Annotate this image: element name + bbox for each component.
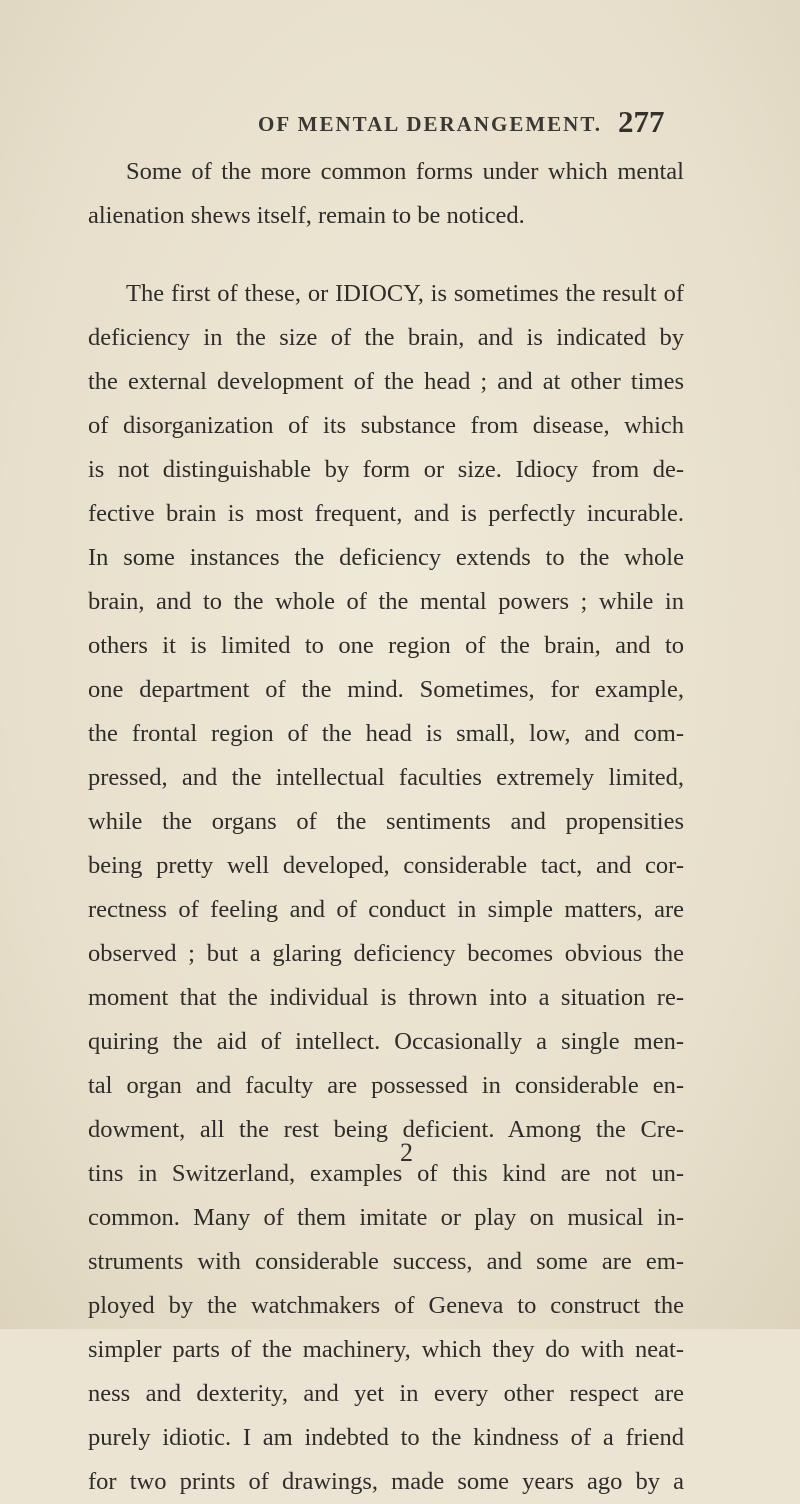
- text-line: alienation shews itself, remain to be noticed.: [88, 202, 525, 229]
- text-line: ness and dexterity, and yet in every other respect are: [88, 1380, 684, 1407]
- running-title: OF MENTAL DERANGEMENT.: [258, 112, 603, 136]
- text-line: for two prints of drawings, made some years ago by a: [88, 1468, 684, 1495]
- paragraph-1: [88, 150, 684, 238]
- text-line: brain, and to the whole of the mental powers ; while in: [88, 588, 684, 615]
- page-header: [0, 104, 800, 144]
- paragraph-2: [88, 272, 684, 1504]
- body-text: [88, 150, 684, 1504]
- text-line: while the organs of the sentiments and propensities: [88, 808, 684, 835]
- text-line: quiring the aid of intellect. Occasionally a single men-: [88, 1028, 684, 1055]
- text-line: observed ; but a glaring deficiency becomes obvious the: [88, 940, 684, 967]
- text-line: one department of the mind. Sometimes, for example,: [88, 676, 684, 703]
- text-line: others it is limited to one region of the brain, and to: [88, 632, 684, 659]
- text-line: is not distinguishable by form or size. Idiocy from de-: [88, 456, 684, 483]
- text-line: deficiency in the size of the brain, and is indicated by: [88, 324, 684, 351]
- text-line: the frontal region of the head is small, low, and com-: [88, 720, 684, 747]
- text-line: common. Many of them imitate or play on musical in-: [88, 1204, 684, 1231]
- text-line: the external development of the head ; and at other times: [88, 368, 684, 395]
- page-number: 277: [618, 104, 665, 139]
- text-line: of disorganization of its substance from disease, which: [88, 412, 684, 439]
- text-line: pressed, and the intellectual faculties extremely limited,: [88, 764, 684, 791]
- text-line: being pretty well developed, considerable tact, and cor-: [88, 852, 684, 879]
- text-line: Some of the more common forms under which mental: [126, 158, 684, 185]
- text-line: tal organ and faculty are possessed in considerable en-: [88, 1072, 684, 1099]
- text-line: ployed by the watchmakers of Geneva to construct the: [88, 1292, 684, 1319]
- text-line: struments with considerable success, and some are em-: [88, 1248, 684, 1275]
- text-line: purely idiotic. I am indebted to the kindness of a friend: [88, 1424, 684, 1451]
- text-line: The first of these, or IDIOCY, is sometimes the result of: [126, 280, 684, 307]
- text-line: rectness of feeling and of conduct in simple matters, are: [88, 896, 684, 923]
- text-line: dowment, all the rest being deficient. Among the Cre-: [88, 1116, 684, 1143]
- text-line: moment that the individual is thrown into a situation re-: [88, 984, 684, 1011]
- text-line: simpler parts of the machinery, which they do with neat-: [88, 1336, 684, 1363]
- signature-mark: 2: [400, 1138, 413, 1167]
- text-line: fective brain is most frequent, and is perfectly incurable.: [88, 500, 684, 527]
- text-line: In some instances the deficiency extends to the whole: [88, 544, 684, 571]
- text-line: tins in Switzerland, examples of this kind are not un-: [88, 1160, 684, 1187]
